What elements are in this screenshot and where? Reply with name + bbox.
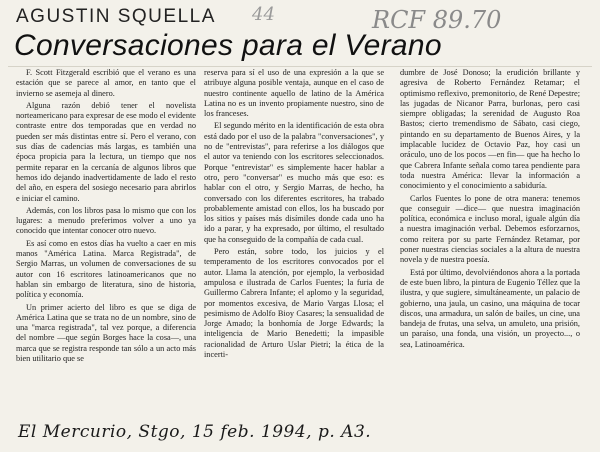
paragraph: Carlos Fuentes lo pone de otra manera: tenemos que conseguir —dice— que nuestra imaginación política, económica e incluso moral, iguale algún día a nuestra imaginación verbal. Debemos esforzarnos, como reitera por su parte Fernández Retamar, por poner nuestras ciencias sociales a la altura de nuestra novela y de nuestra poesía. <box>400 193 580 265</box>
paragraph: Está por último, devolviéndonos ahora a la portada de este buen libro, la pintura de Eugenio Téllez que la ilustra, y que sugiere, simultáneamente, un palacio de gobierno, una jaula, un casino, una máquina de tocar discos, una armadura, un salón de bailes, un cine, una bandeja de frutas, una selva, un amuleto, una prisión, un paraíso, una fonda, una visión, un proyecto..., o sea, Latinoamérica. <box>400 267 580 349</box>
paragraph: dumbre de José Donoso; la erudición brillante y agresiva de Roberto Fernández Retamar; el optimismo reflexivo, premonitorio, de René Depestre; las jugadas de Nicanor Parra, burlonas, pero casi siempre obligadas; la serenidad de Augusto Roa Bastos; cierto tremendismo de Sábato, casi ciego, pintando en su departamento de Buenos Aires, y la implacable lucidez de Octavio Paz, hoy casi un oráculo, uno de los pocos —en fin— que ha hecho lo que Cabrera Infante señala como tarea pendiente para toda nuestra América: llevar la información a conocimiento y el conocimiento a sabiduría. <box>400 68 580 191</box>
article-title: Conversaciones para el Verano <box>14 29 442 62</box>
paragraph: reserva para sí el uso de una expresión a la que se atribuye alguna posible ventaja, aunque en el caso de nuestro continente aquello de latino de la América Latina no es un invento propiamente nuestro, sino de los franceses. <box>204 68 384 119</box>
paragraph: Es así como en estos días ha vuelto a caer en mis manos "América Latina. Marca Registrada", de Sergio Marras, un volumen de conversaciones de su autor con 16 escritores latinoamericanos que no hablan sin embargo de literatura, sino de historia, política y economía. <box>16 238 196 300</box>
paragraph: Además, con los libros pasa lo mismo que con los lugares: a menudo preferimos volver a uno ya conocido que intentar conocer otro nuevo. <box>16 205 196 236</box>
paragraph: Un primer acierto del libro es que se diga de América Latina que se trata no de un nombre, sino de una "marca registrada", tal vez porque, a diferencia del nombre —que según Borges hace la cosa—, una marca que se registra responde tan sólo a un acto más bien utilitario que se <box>16 302 196 364</box>
paragraph: Alguna razón debió tener el novelista norteamericano para expresar de ese modo el evidente contraste entre dos temporadas que en verdad no pueden ser más distintas entre sí. Pero el verano, con sus días de cadencias más largas, es también una época propicia para la lectura, un tiempo que nos permite reparar en la cercanía de algunos libros que hemos ido dejando inadvertidamente de lado el resto del año, en espera del sosiego necesario para abrirlos e iniciar el camino. <box>16 100 196 203</box>
article-author: AGUSTIN SQUELLA <box>16 6 216 27</box>
paragraph: F. Scott Fitzgerald escribió que el verano es una estación que se parece al amor, en tanto que el invierno se asemeja al dinero. <box>16 68 196 98</box>
handwritten-number: 44 <box>252 4 275 25</box>
article-column-2 <box>204 68 384 421</box>
handwritten-archive-code: RCF 89.70 <box>372 6 502 34</box>
header-divider <box>8 66 592 67</box>
paragraph: El segundo mérito en la identificación de esta obra está dado por el uso de la palabra "conversaciones", y no de "entrevistas", para referirse a los diálogos que el autor va teniendo con los escritores seleccionados. Porque "entrevistar" es simplemente hacer hablar a otro, pero "conversar" es mucho más que eso: es hablar con el otro, y Sergio Marras, de hecho, ha conversado con los diferentes escritores, ha trabado probablemente amistad con ellos, los ha buscado por los sitios y países más disímiles donde cada uno ha ido a parar, y ha expresado, por último, el resultado que ha conseguido de la compañía de cada cual. <box>204 121 384 244</box>
article-column-3 <box>400 68 580 418</box>
handwritten-source-citation: El Mercurio, Stgo, 15 feb. 1994, p. A3. <box>18 422 372 442</box>
paragraph: Pero están, sobre todo, los juicios y el temperamento de los escritores convocados por el autor. Llama la atención, por ejemplo, la verbosidad ampulosa e ilustrada de Carlos Fuentes; la furia de Guillermo Cabrera Infante; el aplomo y la seguridad, por momentos excesiva, de Mario Vargas Llosa; el pesimismo de Adolfo Bioy Casares; la sensualidad de Jorge Amado; la bonhomía de Jorge Edwards; la inteligencia de Mario Benedetti; la impasible racionalidad de Arturo Uslar Pietri; la ética de la incerti- <box>204 247 384 360</box>
article-column-1 <box>16 68 196 441</box>
